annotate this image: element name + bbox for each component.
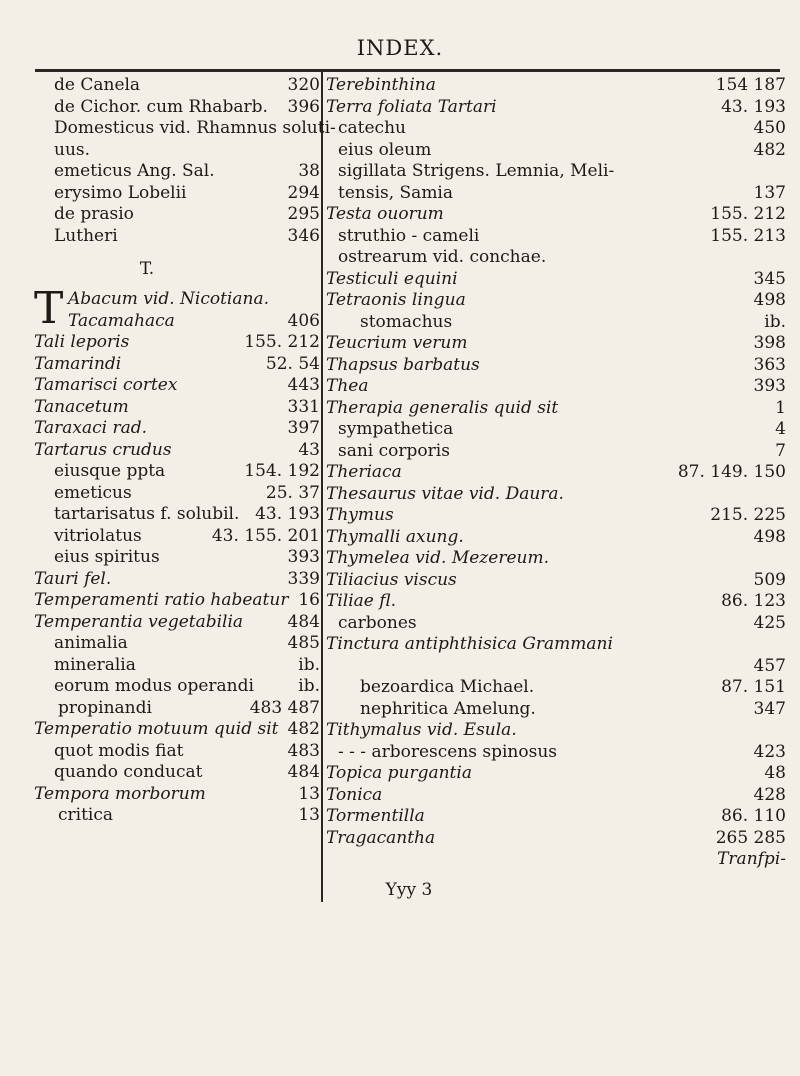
entry-term: eorum modus operandi [54, 676, 254, 696]
entry-term: Taraxaci rad. [34, 418, 148, 438]
index-entry [326, 806, 786, 828]
entry-term: Tiliae fl. [326, 591, 396, 611]
entry-page-ref: 428 [753, 784, 786, 805]
index-entry [34, 590, 320, 612]
section-heading [34, 247, 320, 289]
entry-term: Teucrium verum [326, 333, 468, 353]
index-entry [34, 226, 320, 248]
entry-page-ref: 396 [287, 96, 320, 117]
entry-page-ref: 265 285 [715, 827, 786, 848]
index-entry [326, 527, 786, 549]
index-entry [34, 504, 320, 526]
index-entry [34, 698, 320, 720]
entry-term: quot modis fiat [54, 740, 184, 761]
index-entry [34, 612, 320, 634]
entry-page-ref: 86. 123 [721, 591, 786, 611]
entry-page-ref: 498 [753, 526, 786, 547]
entry-term: Tithymalus vid. Esula. [326, 720, 517, 740]
index-entry [34, 655, 320, 677]
index-entry [326, 785, 786, 807]
entry-term: eius oleum [338, 139, 432, 160]
entry-term: Tamarindi [34, 353, 122, 374]
entry-term: Thea [326, 376, 369, 396]
catchword-row [326, 849, 786, 871]
index-entry [326, 548, 786, 570]
signature-mark: Yyy 3 [385, 880, 433, 900]
left-main-entries [34, 283, 320, 827]
entry-page-ref: 509 [753, 569, 786, 590]
index-entry [326, 677, 786, 699]
index-entry [326, 97, 786, 119]
entry-term: animalia [54, 633, 128, 653]
entry-page-ref: 13 [298, 805, 320, 825]
entry-term: propinandi [58, 697, 152, 718]
index-entry [34, 483, 320, 505]
entry-term: Thapsus barbatus [326, 354, 480, 375]
index-entry [326, 355, 786, 377]
entry-term: vitriolatus [54, 525, 142, 546]
entry-term: Terebinthina [326, 75, 436, 95]
entry-term: erysimo Lobelii [54, 182, 187, 203]
entry-page-ref: 425 [753, 612, 786, 633]
index-entry [326, 376, 786, 398]
entry-page-ref: 483 [287, 740, 320, 761]
entry-page-ref: 86. 110 [721, 806, 786, 826]
entry-page-ref: 406 [287, 310, 320, 331]
index-entry [326, 312, 786, 334]
entry-page-ref: 13 [298, 783, 320, 804]
entry-term: Testa ouorum [326, 204, 444, 224]
index-entry [34, 118, 336, 140]
entry-page-ref: 485 [287, 633, 320, 653]
entry-page-ref: 43. 155. 201 [211, 525, 320, 546]
entry-term: sigillata Strigens. Lemnia, Meli- [338, 161, 615, 181]
index-entry [326, 226, 786, 248]
right-column [326, 75, 786, 871]
entry-page-ref: ib. [764, 311, 786, 332]
index-entry [34, 397, 320, 419]
entry-term: Tinctura antiphthisica Grammani [326, 634, 613, 654]
index-entry [326, 118, 786, 140]
entry-term: eiusque ppta [54, 461, 166, 481]
entry-term: Temperamenti ratio habeatur [34, 590, 289, 610]
page-title: INDEX. [356, 36, 444, 60]
entry-term: carbones [338, 612, 417, 633]
entry-page-ref: 393 [287, 547, 320, 567]
entry-term: de Canela [54, 75, 141, 95]
entry-page-ref: 7 [775, 440, 786, 461]
entry-term: Tamarisci cortex [34, 375, 178, 395]
index-entry [326, 161, 786, 183]
index-entry [326, 333, 786, 355]
entry-page-ref: 43. 193 [255, 504, 320, 524]
entry-page-ref: 393 [753, 376, 786, 396]
entry-term: Tanacetum [34, 396, 129, 417]
index-entry [326, 656, 786, 678]
entry-page-ref: 498 [753, 290, 786, 310]
index-entry [326, 505, 786, 527]
entry-page-ref: 346 [287, 225, 320, 246]
entry-term: emeticus Ang. Sal. [54, 161, 215, 181]
entry-term: Tetraonis lingua [326, 290, 466, 310]
index-entry [34, 784, 320, 806]
entry-page-ref: 137 [753, 182, 786, 203]
index-entry [34, 440, 320, 462]
entry-term: Tormentilla [326, 806, 425, 826]
index-entry [326, 591, 786, 613]
entry-page-ref: 482 [287, 719, 320, 739]
index-entry [326, 763, 786, 785]
entry-page-ref: ib. [298, 676, 320, 696]
index-entry [326, 269, 786, 291]
index-entry [34, 375, 320, 397]
entry-term: Temperantia vegetabilia [34, 611, 244, 632]
entry-term: emeticus [54, 482, 132, 503]
index-entry [34, 633, 320, 655]
entry-page-ref: 16 [298, 590, 320, 610]
index-entry [34, 75, 320, 97]
entry-page-ref: 331 [287, 396, 320, 417]
section-letter: T. [139, 259, 155, 279]
entry-page-ref: 1 [775, 397, 786, 418]
entry-term: Tonica [326, 784, 383, 805]
entry-term: sympathetica [338, 419, 454, 439]
entry-page-ref: 155. 213 [710, 225, 786, 246]
index-entry [326, 441, 786, 463]
index-entry [326, 247, 786, 269]
entry-term: Tartarus crudus [34, 439, 172, 460]
entry-page-ref: 215. 225 [710, 505, 786, 525]
entry-term: stomachus [360, 311, 453, 332]
index-entry [326, 140, 786, 162]
entry-page-ref: 363 [753, 354, 786, 375]
entry-term: Temperatio motuum quid sit [34, 719, 279, 739]
index-entry [34, 526, 320, 548]
entry-page-ref: 43 [298, 439, 320, 460]
entry-page-ref: 347 [753, 698, 786, 719]
entry-term: sani corporis [338, 440, 450, 461]
entry-term: bezoardica Michael. [360, 677, 535, 697]
entry-page-ref: 482 [753, 139, 786, 160]
right-entries [326, 75, 786, 849]
index-entry [326, 462, 786, 484]
entry-term: Terra foliata Tartari [326, 96, 497, 117]
entry-term: eius spiritus [54, 547, 160, 567]
entry-term: Lutheri [54, 225, 118, 246]
entry-page-ref: 43. 193 [721, 96, 786, 117]
entry-page-ref: 154. 192 [244, 461, 320, 481]
index-entry [326, 742, 786, 764]
entry-term: tensis, Samia [338, 182, 454, 203]
index-entry [326, 634, 786, 656]
left-column [34, 75, 336, 827]
entry-term: Tragacantha [326, 827, 436, 848]
index-entry [34, 461, 320, 483]
entry-page-ref: 155. 212 [710, 204, 786, 224]
index-entry [326, 570, 786, 592]
entry-term: Tali leporis [34, 332, 130, 352]
entry-term: Thymalli axung. [326, 526, 464, 547]
entry-page-ref: 295 [287, 204, 320, 224]
entry-term: Thymus [326, 505, 394, 525]
entry-page-ref: 484 [287, 611, 320, 632]
index-entry [34, 354, 320, 376]
entry-term: catechu [338, 118, 406, 138]
entry-term: ostrearum vid. conchae. [338, 247, 547, 267]
entry-page-ref: 4 [775, 419, 786, 439]
entry-page-ref: 294 [287, 182, 320, 203]
entry-page-ref: 443 [287, 375, 320, 395]
entry-term: uus. [54, 139, 91, 160]
entry-page-ref: 154 187 [715, 75, 786, 95]
entry-term: Thesaurus vitae vid. Daura. [326, 483, 564, 504]
entry-term: Domesticus vid. Rhamnus soluti- [54, 118, 336, 138]
entry-term: Theriaca [326, 462, 402, 482]
index-entry [34, 97, 320, 119]
index-entry [34, 569, 320, 591]
entry-term: nephritica Amelung. [360, 698, 536, 719]
catchword: Tranfpi- [717, 849, 786, 869]
entry-page-ref: 450 [753, 118, 786, 138]
entry-term: mineralia [54, 654, 136, 675]
entry-term: de prasio [54, 204, 134, 224]
entry-term: tartarisatus f. solubil. [54, 504, 240, 524]
index-entry [34, 311, 320, 333]
entry-page-ref: 345 [753, 268, 786, 289]
entry-page-ref: 339 [287, 568, 320, 589]
entry-page-ref: 397 [287, 418, 320, 438]
entry-term: Tauri fel. [34, 568, 112, 589]
index-entry [34, 719, 320, 741]
drop-cap: T [34, 283, 64, 334]
index-entry [326, 720, 786, 742]
left-top-entries [34, 75, 336, 247]
entry-term: - - - arborescens spinosus [338, 741, 558, 762]
entry-page-ref: 484 [287, 762, 320, 782]
entry-page-ref: ib. [298, 654, 320, 675]
index-entry [326, 398, 786, 420]
index-entry [34, 332, 320, 354]
entry-page-ref: 87. 151 [721, 677, 786, 697]
entry-term: critica [58, 805, 114, 825]
entry-term: Thymelea vid. Mezereum. [326, 548, 549, 568]
entry-page-ref: 457 [753, 655, 786, 676]
entry-page-ref: 483 487 [249, 697, 320, 718]
entry-page-ref: 87. 149. 150 [677, 462, 786, 482]
entry-page-ref: 25. 37 [265, 482, 320, 503]
index-entry [34, 204, 320, 226]
entry-term: struthio - cameli [338, 225, 480, 246]
entry-page-ref: 38 [298, 161, 320, 181]
index-entry [34, 161, 320, 183]
index-entry [326, 419, 786, 441]
index-entry [326, 204, 786, 226]
column-divider [321, 72, 323, 902]
entry-page-ref: 48 [764, 763, 786, 783]
entry-page-ref: 155. 212 [244, 332, 320, 352]
entry-term: de Cichor. cum Rhabarb. [54, 96, 268, 117]
index-entry [326, 828, 786, 850]
entry-term: Tempora morborum [34, 783, 206, 804]
entry-term: quando conducat [54, 762, 203, 782]
header-rule [35, 69, 780, 72]
entry-term: Tacamahaca [68, 310, 175, 331]
entry-term: Tiliacius viscus [326, 569, 457, 590]
entry-term: Topica purgantia [326, 763, 472, 783]
entry-term: Testiculi equini [326, 268, 458, 289]
index-entry [34, 418, 320, 440]
entry-term: Therapia generalis quid sit [326, 397, 559, 418]
index-entry [34, 805, 320, 827]
index-entry [326, 183, 786, 205]
index-entry [326, 699, 786, 721]
index-entry [34, 183, 320, 205]
index-entry [34, 762, 320, 784]
entry-term: Abacum vid. Nicotiana. [68, 289, 269, 309]
index-entry [34, 547, 320, 569]
index-entry [34, 676, 320, 698]
index-entry [34, 140, 320, 162]
entry-page-ref: 320 [287, 75, 320, 95]
index-entry [326, 484, 786, 506]
index-entry [326, 75, 786, 97]
entry-page-ref: 423 [753, 741, 786, 762]
index-entry [34, 741, 320, 763]
entry-page-ref: 52. 54 [265, 353, 320, 374]
index-entry [326, 613, 786, 635]
index-entry [326, 290, 786, 312]
entry-page-ref: 398 [753, 333, 786, 353]
